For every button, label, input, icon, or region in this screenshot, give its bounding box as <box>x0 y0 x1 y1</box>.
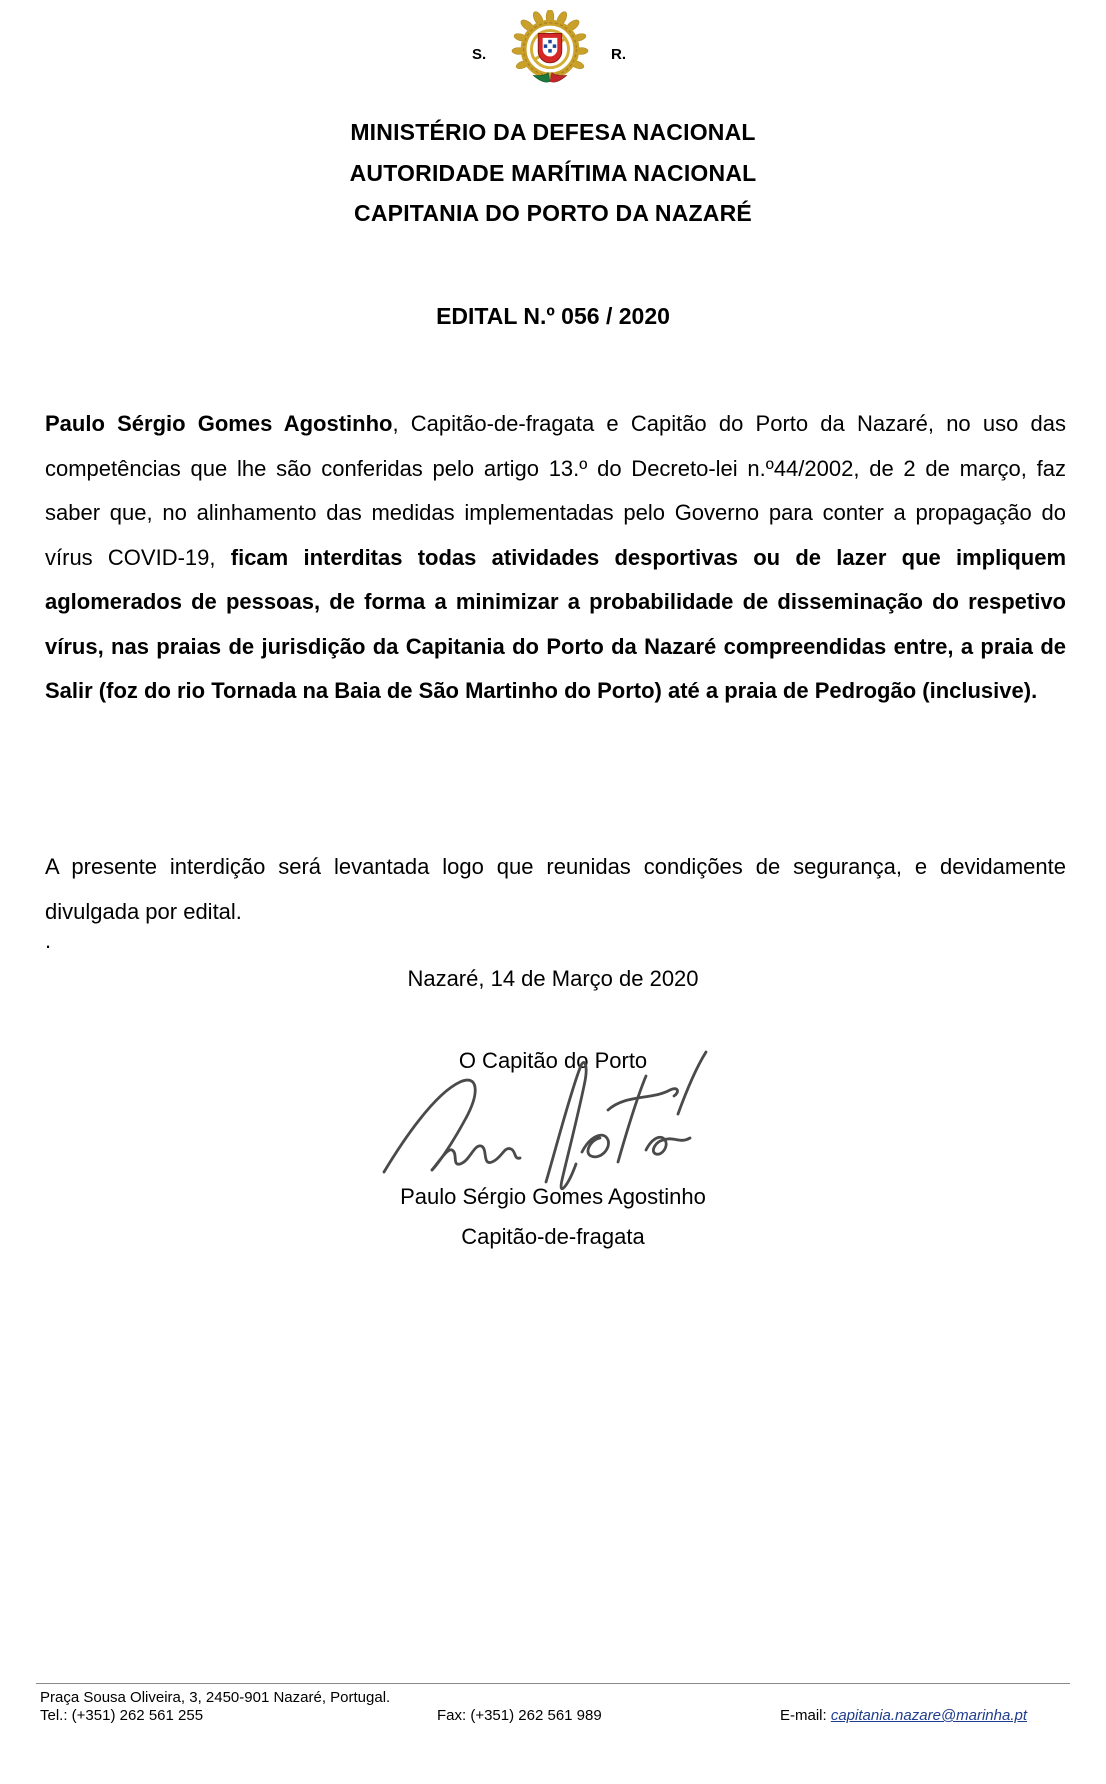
crest-letter-r: R. <box>611 46 626 63</box>
edital-number-title: EDITAL N.º 056 / 2020 <box>436 303 670 329</box>
paragraph-lifting: A presente interdição será levantada logo que reunidas condições de segurança, e devidamente divulgada por edital. <box>45 854 1066 924</box>
portugal-coat-of-arms-icon <box>500 10 600 96</box>
letterhead-line-authority: AUTORIDADE MARÍTIMA NACIONAL <box>349 159 757 186</box>
footer-email <box>780 1707 1027 1724</box>
footer-email-label: E-mail: <box>780 1707 831 1724</box>
interdiction-bold-text: ficam interditas todas atividades desportivas ou de lazer que impliquem aglomerados de pessoas, de forma a minimizar a probabilidade de disseminação do respetivo vírus, nas praias de jurisdição da Capitania do Porto da Nazaré compreendidas entre, a praia de Salir (foz do rio Tornada na Baia de São Martinho do Porto) até a praia de Pedrogão (inclusive). <box>45 544 1067 703</box>
handwritten-signature <box>378 1050 708 1200</box>
footer-divider <box>36 1683 1070 1684</box>
dateline: Nazaré, 14 de Março de 2020 <box>407 966 699 991</box>
signatory-inline-name: Paulo Sérgio Gomes Agostinho <box>45 411 393 436</box>
stray-period: . <box>45 928 52 953</box>
email-link[interactable]: capitania.nazare@marinha.pt <box>830 1707 1028 1724</box>
signature-name: Paulo Sérgio Gomes Agostinho <box>400 1184 706 1209</box>
footer-telephone: Tel.: (+351) 262 561 255 <box>40 1707 204 1724</box>
signature-role: O Capitão do Porto <box>458 1048 648 1073</box>
crest-letter-s: S. <box>472 46 487 63</box>
letterhead <box>0 112 1106 234</box>
signature-rank: Capitão-de-fragata <box>461 1224 645 1249</box>
letterhead-line-ministry: MINISTÉRIO DA DEFESA NACIONAL <box>350 119 756 145</box>
letterhead-line-captaincy: CAPITANIA DO PORTO DA NAZARÉ <box>354 200 752 226</box>
footer-address: Praça Sousa Oliveira, 3, 2450-901 Nazaré, Portugal. <box>40 1689 391 1706</box>
paragraph-interdiction <box>45 402 1066 714</box>
footer-fax: Fax: (+351) 262 561 989 <box>437 1707 602 1724</box>
paragraph-regular-text: , Capitão-de-fragata e Capitão do Porto da Nazaré, no uso das competências que lhe são conferidas pelo artigo 13.º do Decreto-lei n.º44/2002, de 2 de março, faz saber que, no alinhamento das medidas implementadas pelo Governo para conter a propagação do vírus COVID-19, <box>45 411 1066 570</box>
